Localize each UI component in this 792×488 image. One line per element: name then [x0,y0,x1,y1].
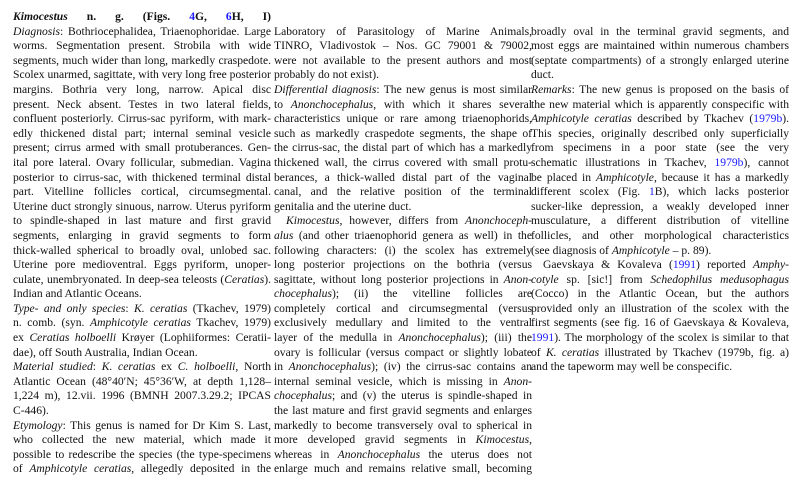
text: provided only an illustration of the scolex with the [531,301,789,315]
text: ). The morphology of the scolex is similar to that [554,331,789,345]
text: , [529,433,532,447]
text-line [274,127,532,142]
text: sp. [sic!] from [558,272,651,286]
text: broadly oval in the terminal gravid segments, and [531,24,789,38]
text: – p. 89). [669,243,712,257]
text: duct. [531,68,554,82]
text-line [531,258,789,273]
italic-text: Amphy- [752,258,789,272]
text-line [531,127,789,142]
text-line [274,68,532,83]
text: more developed gravid segments in [274,433,476,447]
text: edly thickened distal part; internal seminal vesicle [13,126,271,140]
italic-text: Amphicotyle [596,170,654,184]
text: present; cirrus armed with small protuberances. Gen- [13,141,271,155]
text: long posterior projections on the bothria (versus [274,258,532,272]
text-line [274,302,532,317]
text: (Tkachev, 1979) [187,301,272,315]
text: sucker-like depression, a weakly developed inner [531,199,789,213]
text: the new material which is apparently conspecific with [531,97,789,111]
text-line [531,156,789,171]
text: possible to redescribe the species (the type-specimens [13,447,271,461]
text-line [531,214,789,229]
citation-link[interactable]: 1991 [672,258,696,272]
text: in [274,360,289,374]
text-line [13,112,271,127]
text: illustrated by Tkachev (1979b, fig. a) [599,345,790,359]
text-line [274,214,532,229]
italic-text: chocephalus [274,287,332,301]
text-line [13,244,271,259]
text-line [274,389,532,404]
text-line [531,244,789,259]
italic-text: Amphicotyle ceratias [531,112,632,126]
text-line [13,273,271,288]
citation-link[interactable]: 1979b [753,112,783,126]
italic-text: chocephalus [274,389,332,403]
text: layer of the medulla in [274,331,399,345]
italic-text: Ceratias holboelli [29,331,117,345]
text: segments, enlarging in gravid segments to form [13,228,271,242]
text: ); (iv) the cirrus-sac contains an [371,360,532,374]
text: , because it has a markedly [653,170,789,184]
text-line [531,360,789,375]
text-line [531,287,789,302]
text-line [274,287,532,302]
text: schematic illustrations in Tkachev, [531,155,715,169]
italic-text: Material studied [13,360,93,374]
text: to spindle-shaped in last mature and first gravid [13,214,271,228]
text: , with which it shares several [373,97,532,111]
text-line [531,185,789,200]
text-line [274,346,532,361]
text: who collected the new material, which made it [13,433,271,447]
italic-text: Amphicotyle ceratias [29,462,132,476]
text: ovary is follicular (versus compact or slightly lobate [274,345,532,359]
text-line [531,112,789,127]
italic-text: K. ceratias [101,360,156,374]
text: , however, differs from [339,214,466,228]
text-line [13,98,271,113]
text: : This genus is named for Dr Kim S. Last, [62,418,271,432]
italic-text: C. holboelli [177,360,236,374]
text-line [274,171,532,186]
text: described by Tkachev ( [631,112,754,126]
text-line [531,25,789,40]
text-line [13,433,271,448]
text: ex [155,360,178,374]
text: : [92,360,102,374]
text: , North [235,360,271,374]
italic-text: Remarks [531,82,572,96]
italic-text: Anonchocephalus [290,97,374,111]
text-line [274,433,532,448]
text: different scolex (Fig. [531,185,649,199]
text-column-3 [531,25,789,375]
text: ) reported [696,258,753,272]
text-line [13,360,271,375]
text: internal seminal vesicle, which is missing in [274,374,504,388]
italic-text: Schedophilus medusophagus [650,272,789,286]
citation-link[interactable]: 1 [648,185,655,199]
section-heading: Kimocestus n. g. (Figs. 4G, 6H, I) [13,10,271,23]
text-line [274,375,532,390]
citation-link[interactable]: 1979b [714,155,744,169]
italic-text: Etymology [13,418,63,432]
text: be placed in [531,170,596,184]
text-line [13,54,271,69]
italic-text: Diagnosis [13,24,61,38]
text-line [531,98,789,113]
text: from specimens in a poor state (see the very [531,141,789,155]
italic-text: Anon- [503,374,532,388]
text: the last mature and first gravid segments and enlarges [274,404,532,418]
text: TINRO, Vladivostok – Nos. GC 79001 & 79002, [274,39,532,53]
italic-text: K. ceratias [545,345,600,359]
text: were not available to the present authors and most [274,53,532,67]
italic-text: Differential diagnosis [274,82,377,96]
text: Uterine pore medioventral. Eggs pyriform, unoper- [13,258,271,272]
text: following characters: (i) the scolex has extremely [274,243,532,257]
text-line [274,83,532,98]
italic-text: cotyle [531,272,559,286]
text: musculature, a different distribution of vitelline [531,214,789,228]
text-line [531,229,789,244]
text-line [531,54,789,69]
text: enlarge much and remains relative small, becoming [274,462,532,476]
text-line [13,171,271,186]
text-line [274,141,532,156]
text: (see diagnosis of [531,243,612,257]
text-line [13,25,271,40]
text: Atlantic Ocean (48°40′N; 45°36′W, at depth 1,128– [13,374,271,388]
text-line [274,448,532,463]
text: Gaevskaya & Kovaleva ( [543,258,673,272]
text: part. Vitelline follicles cortical, circumsegmental. [13,185,271,199]
italic-text: Anonchocephalus [398,331,481,345]
text: This species, originally described only superficially [531,126,789,140]
column-2-body [274,25,532,477]
text: worms. Segmentation present. Strobila with wide [13,39,271,53]
text: : The new genus is proposed on the basis of [571,82,789,96]
italic-text: Anonchoceph- [465,214,532,228]
text-line [274,156,532,171]
italic-text: K. ceratias [134,301,188,315]
text-line [274,273,532,288]
text: n. comb. (syn. [13,316,90,330]
text: ; and (v) the uterus is spindle-shaped in [331,389,532,403]
text: C-446). [13,404,49,418]
text: of [531,345,546,359]
text: thickened wall, the cirrus covered with small protu- [274,155,532,169]
text-line [13,316,271,331]
figure-link-6[interactable]: 6 [225,10,232,23]
text-line [274,258,532,273]
text-line [274,112,532,127]
column-1-body [13,25,271,477]
text-line [531,141,789,156]
text-line [13,214,271,229]
text-line [13,448,271,463]
text: posterior to cirrus-sac, with thickened terminal distal [13,170,271,184]
text: ital pore lateral. Ovary follicular, submedian. Vagina [13,155,271,169]
text: Uterine duct strongly sinuous, narrow. Uterus pyriform [13,199,271,213]
text: culate, unembryonated. In deep-sea teleosts ( [13,272,225,286]
italic-text: Kimocestus [475,433,530,447]
text: ); (iii) the [480,331,532,345]
text-line [274,316,532,331]
text: the uterus does not [420,447,532,461]
text: : The new genus is most similar [376,82,532,96]
figure-link-4[interactable]: 4 [189,10,195,23]
text: and the tapeworm may well be conspecific. [531,360,733,374]
text: to [274,97,291,111]
text-line [274,244,532,259]
text: ), cannot [743,155,790,169]
italic-text: Kimocestus [286,214,340,228]
text: : Bothriocephalidea, Triaenophoridae. Large [60,24,271,38]
text: of [13,462,30,476]
text-line [13,83,271,98]
text: (septate compartments) of a strongly enlarged uterine [531,53,789,67]
text: probably do not exist). [274,68,379,82]
text-line [13,287,271,302]
text: the cirrus-sac, the distal part of which has a markedly [274,141,532,155]
text-line [531,273,789,288]
text-line [13,200,271,215]
citation-link[interactable]: 1991 [531,331,555,345]
text-line [531,171,789,186]
text: : [125,301,134,315]
text-line [531,83,789,98]
text-line [274,39,532,54]
text-line [274,54,532,69]
text-line [531,331,789,346]
text-line [531,39,789,54]
text: berances, a thick-walled distal part of the vaginal [274,170,532,184]
text-line [274,360,532,375]
text: present. Neck absent. Testes in two lateral fields, [13,97,271,111]
text-line [13,185,271,200]
text-line [13,302,271,317]
text-line [274,331,532,346]
text-line [274,462,532,477]
text-line [274,229,532,244]
text-line [13,229,271,244]
text: first segments (see fig. 16 of Gaevskaya & Kovaleva, [531,316,789,330]
text-line [13,127,271,142]
text-line [13,68,271,83]
text-line [531,200,789,215]
italic-text: Anon- [503,272,532,286]
text: canal, and the relative position of the terminal [274,185,532,199]
italic-text: alus [274,228,294,242]
italic-text: Anonchocephalus [288,360,372,374]
text: follicles, and other morphological characteristics [531,228,789,242]
text-line [274,25,532,40]
text-line [13,404,271,419]
text-line [13,419,271,434]
text-line [531,346,789,361]
text: , allegedly deposited in the [131,462,271,476]
text-line [274,419,532,434]
text: B), which lacks posterior [654,185,789,199]
column-3-body [531,25,789,375]
text: genitalia and the uterine duct. [274,199,412,213]
text-line [13,462,271,477]
text: 1,224 m), 12.vii. 1996 (BMNH 2007.3.29.2; IPCAS [13,389,271,403]
text: characteristics unique or rare among triaenophorids, [274,112,532,126]
text-line [274,185,532,200]
text: Scolex unarmed, sagittate, with very long free posterior [13,68,271,82]
text-line [13,389,271,404]
italic-text: Ceratias [224,272,265,286]
text: sagittate, without long posterior projections in [274,272,504,286]
text-line [13,156,271,171]
text: such as markedly craspedote segments, the shape of [274,126,532,140]
text: Indian and Atlantic Oceans. [13,287,142,301]
text: whereas in [274,447,338,461]
text-line [13,141,271,156]
text: ). [264,272,271,286]
italic-text: Type- and only species [13,301,126,315]
text-line [13,258,271,273]
text: Tkachev, 1979) [190,316,271,330]
text: (Cocco) in the Atlantic Ocean, but the authors [531,287,789,301]
text-line [531,302,789,317]
text: most eggs are maintained within numerous chambers [531,39,789,53]
text-line [274,404,532,419]
text: markedly to become transversely oval to spherical in [274,418,532,432]
text-line [13,331,271,346]
text-line [531,316,789,331]
text: dae), off South Australia, Indian Ocean. [13,345,198,359]
text: Laboratory of Parasitology of Marine Animals, [274,24,532,38]
text: margins. Bothria very long, narrow. Apical disc [13,82,271,96]
text-line [274,98,532,113]
text: completely cortical and circumsegmental (versus [274,301,532,315]
italic-text: Anonchocephalus [337,447,421,461]
text: (and other triaenophorid genera as well) in the [293,228,532,242]
text: exclusively medullary and limited to the ventral [274,316,532,330]
text: Krøyer (Lophiiformes: Ceratii- [116,331,271,345]
text-column-1 [13,10,271,477]
text-line [13,375,271,390]
italic-text: Amphicotyle ceratias [90,316,191,330]
genus-name: Kimocestus [13,10,68,23]
text-line [274,200,532,215]
text-line [13,39,271,54]
text-line [13,346,271,361]
text: confluent posteriorly. Cirrus-sac pyriform, with mark- [13,112,271,126]
text: ); (ii) the vitelline follicles are [331,287,532,301]
text-line [531,68,789,83]
text: segments, much wider than long, markedly craspedote. [13,53,271,67]
italic-text: Amphicotyle [611,243,670,257]
text: ex [13,331,30,345]
text: thick-walled spherical to broadly oval, unlobed sac. [13,243,271,257]
text-column-2 [274,25,532,477]
text: ). [782,112,790,126]
